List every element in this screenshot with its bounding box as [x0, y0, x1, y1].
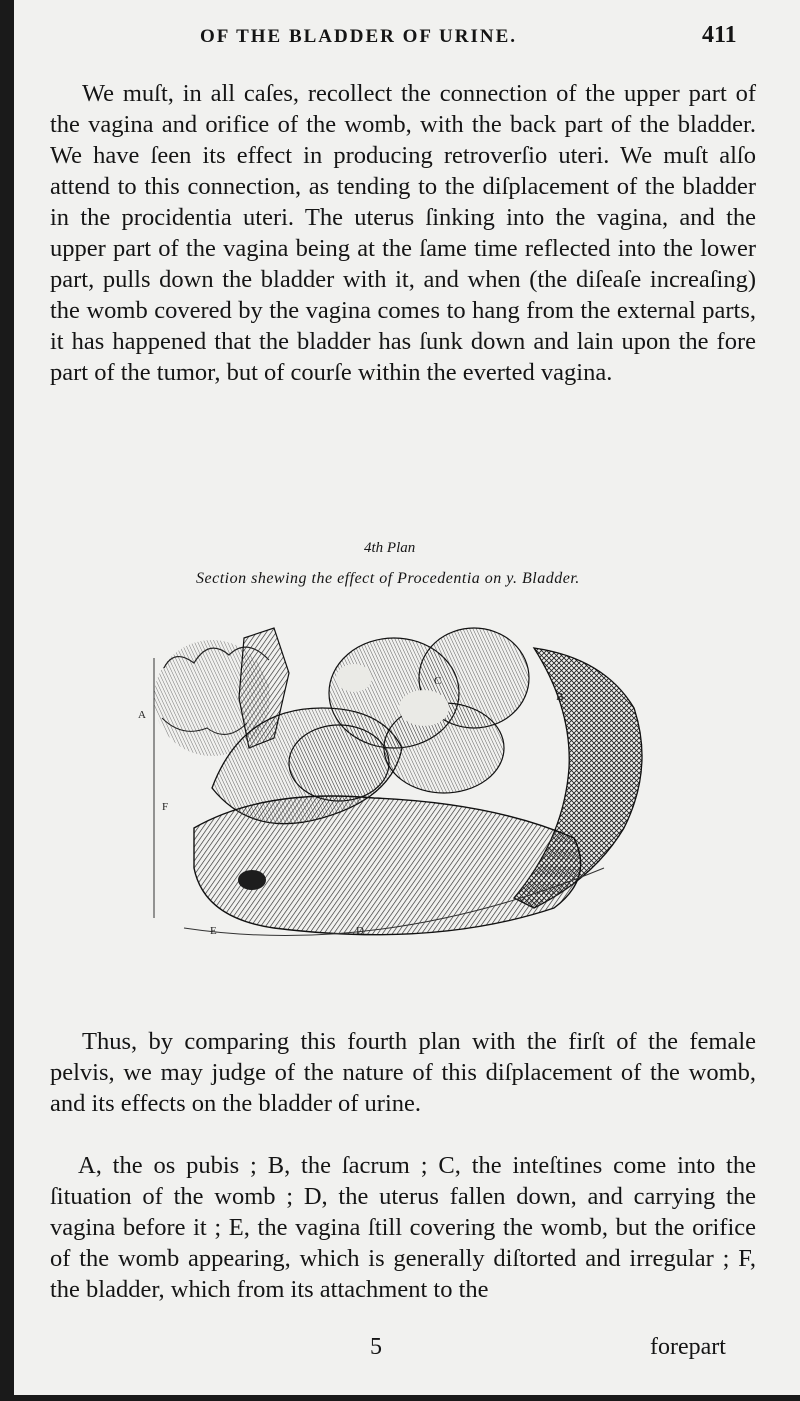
paragraph-comparison: Thus, by comparing this fourth plan with the firſt of the female pelvis, we may judge of the nature of this diſplacement of the womb, and its effects on the bladder of urine.: [50, 1028, 756, 1117]
paragraph-plate-key: A, the os pubis ; B, the ſacrum ; C, the inteſtines come into the ſituation of the womb ; D, the uterus fallen down, and carrying the vagina before it ; E, the vagina ſtill covering the womb, but the orifice of the womb appearing, which is generally diſtorted and irregular ; F, the bladder, which from its attachment to the: [50, 1152, 756, 1303]
plate-title: 4th Plan: [364, 540, 416, 556]
signature-mark: 5: [370, 1334, 382, 1360]
plate-label-a: A: [138, 709, 146, 721]
book-page: [14, 0, 800, 1395]
running-head: [14, 22, 800, 54]
pelvis-section-engraving: [124, 598, 684, 950]
plate-caption: Section shewing the effect of Procedentia on y. Bladder.: [196, 570, 580, 587]
plate-label-b: B: [556, 691, 564, 703]
paragraph-procidentia: We muſt, in all caſes, recollect the connection of the upper part of the vagina and orifice of the womb, with the back part of the bladder. We have ſeen its effect in producing retroverſio uteri. We muſt alſo attend to this connection, as tending to the diſplacement of the bladder in the procidentia uteri. The uterus ſinking into the vagina, and the upper part of the vagina being at the ſame time reflected into the lower part, pulls down the bladder with it, and when (the diſeaſe increaſing) the womb covered by the vagina comes to hang from the external parts, it has happened that the bladder has ſunk down and lain upon the fore part of the tumor, but of courſe within the everted vagina.: [50, 80, 756, 386]
plate-label-e: E: [210, 925, 217, 937]
anatomical-plate: [124, 540, 684, 950]
uterus-vagina-shape: [194, 796, 581, 935]
womb-orifice: [238, 870, 266, 890]
plate-label-d: D: [356, 925, 364, 937]
plate-label-c: C: [434, 675, 442, 687]
running-title: OF THE BLADDER OF URINE.: [200, 26, 518, 47]
plate-label-f: F: [162, 801, 169, 813]
page-number: 411: [702, 22, 737, 48]
catchword: forepart: [650, 1334, 726, 1360]
